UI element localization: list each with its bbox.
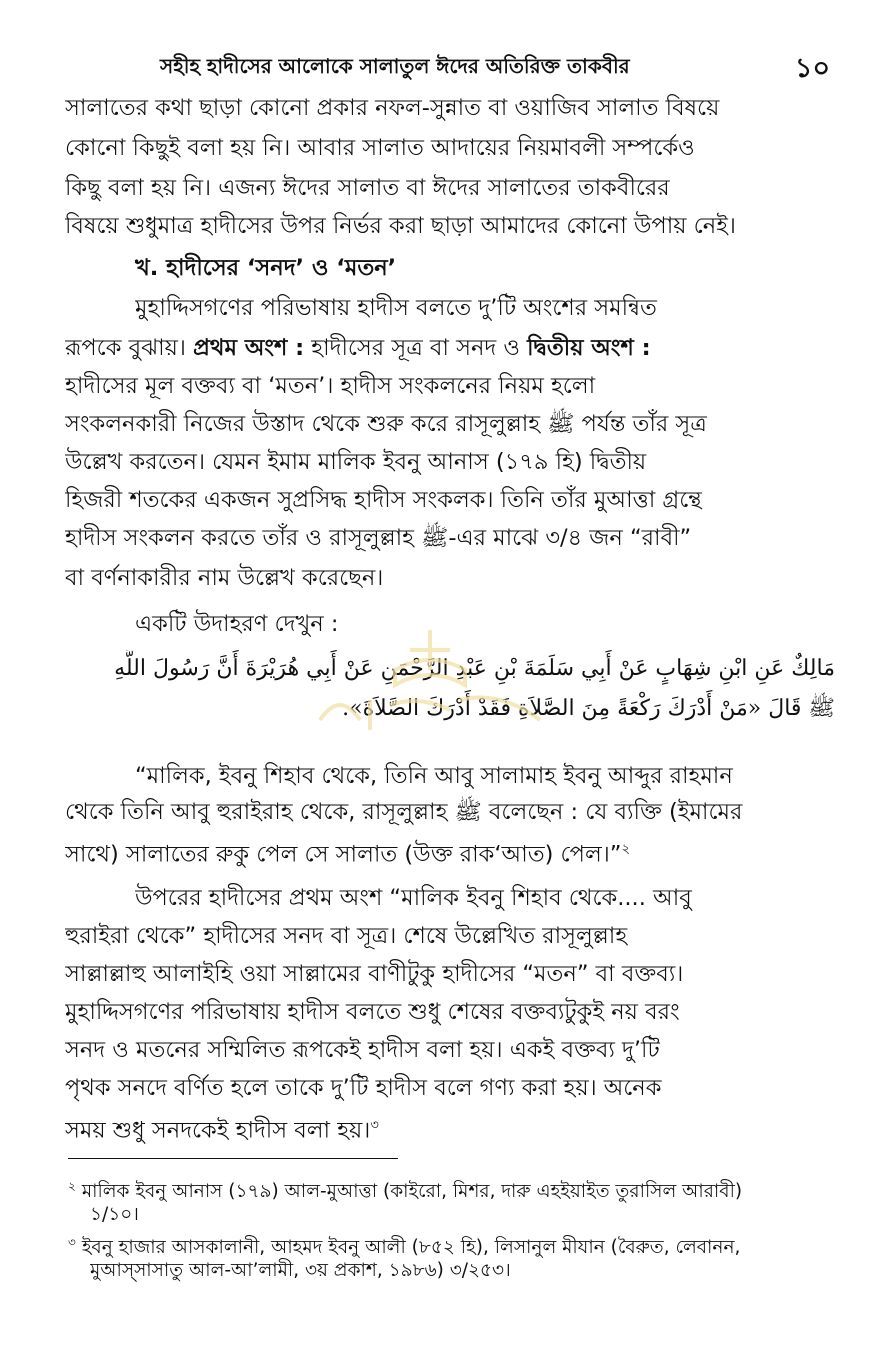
page-number: ১০ bbox=[794, 53, 830, 84]
text-line: হাদীসের মূল বক্তব্য বা ‘মতন’। হাদীস সংকলনের নিয়ম হলো bbox=[65, 373, 596, 399]
text-line: “মালিক, ইবনু শিহাব থেকে, তিনি আবু সালামাহ ইবনু আব্দুর রাহমান bbox=[135, 763, 733, 789]
text-line bbox=[65, 830, 835, 875]
section-heading: খ. হাদীসের ‘সনদ’ ও ‘মতন’ bbox=[135, 255, 397, 281]
footnote-continuation: মুআস্‌সাসাতু আল-আ’লামী, ৩য় প্রকাশ, ১৯৮৬) ৩/২৫৩। bbox=[90, 1260, 511, 1281]
running-title: সহীহ হাদীসের আলোকে সালাতুল ঈদের অতিরিক্ত তাকবীর bbox=[160, 54, 630, 78]
text-span: রূপকে বুঝায়। bbox=[65, 335, 194, 361]
text-line: কিছু বলা হয় নি। এজন্য ঈদের সালাত বা ঈদের সালাতের তাকবীরের bbox=[65, 175, 670, 201]
text-line: হুরাইরা থেকে” হাদীসের সনদ বা সূত্র। শেষে উল্লেখিত রাসূলুল্লাহ bbox=[65, 923, 628, 949]
arabic-line: مَالِكٌ عَنِ ابْنِ شِهَابٍ عَنْ أَبِي سَلَمَةَ بْنِ عَبْدِ الرَّحْمَنِ عَنْ أَبِي هُرَيْرَةَ أَنَّ رَسُولَ اللَّهِ bbox=[114, 656, 835, 681]
footnote-continuation: ১/১০। bbox=[90, 1204, 139, 1225]
text-line: হাদীস সংকলন করতে তাঁর ও রাসূলুল্লাহ ﷺ-এর মাঝে ৩/৪ জন “রাবী” bbox=[65, 525, 692, 551]
text-line: উল্লেখ করতেন। যেমন ইমাম মালিক ইবনু আনাস (১৭৯ হি) দ্বিতীয় bbox=[65, 449, 647, 475]
text-span: সময় শুধু সনদকেই হাদীস বলা হয়। bbox=[65, 1117, 371, 1144]
footnote-ref[interactable]: ৩ bbox=[370, 1118, 379, 1133]
text-line bbox=[65, 1106, 835, 1151]
text-line: সাল্লাল্লাহু আলাইহি ওয়া সাল্লামের বাণীটুকু হাদীসের “মতন” বা বক্তব্য। bbox=[65, 961, 684, 987]
footnote-divider bbox=[68, 1158, 398, 1159]
footnote-text: মালিক ইবনু আনাস (১৭৯) আল-মুআত্তা (কাইরো, মিশর, দারু এহইয়াইত তুরাসিল আরাবী) bbox=[81, 1181, 743, 1203]
text-line: সালাতের কথা ছাড়া কোনো প্রকার নফল-সুন্নাত বা ওয়াজিব সালাত বিষয়ে bbox=[65, 95, 720, 121]
footnote-text: ইবনু হাজার আসকালানী, আহমদ ইবনু আলী (৮৫২ হি), লিসানুল মীযান (বৈরুত, লেবানন, bbox=[81, 1237, 741, 1259]
page-header bbox=[60, 48, 830, 88]
text-line: কোনো কিছুই বলা হয় নি। আবার সালাত আদায়ের নিয়মাবলী সম্পর্কেও bbox=[65, 135, 695, 161]
footnote-ref[interactable]: ২ bbox=[621, 842, 630, 857]
footnote-mark: ২ bbox=[68, 1179, 76, 1193]
footnote-mark: ৩ bbox=[68, 1235, 76, 1249]
text-span: হাদীসের সূত্র বা সনদ ও bbox=[304, 335, 528, 361]
text-line: হিজরী শতকের একজন সুপ্রসিদ্ধ হাদীস সংকলক। তিনি তাঁর মুআত্তা গ্রন্থে bbox=[65, 487, 702, 513]
text-line: মুহাদ্দিসগণের পরিভাষায় হাদীস বলতে দু’টি অংশের সমন্বিত bbox=[135, 295, 657, 321]
text-line: বিষয়ে শুধুমাত্র হাদীসের উপর নির্ভর করা ছাড়া আমাদের কোনো উপায় নেই। bbox=[65, 213, 736, 239]
arabic-line: ﷺ قَالَ «مَنْ أَدْرَكَ رَكْعَةً مِنَ الصَّلاَةِ فَقَدْ أَدْرَكَ الصَّلاَةَ». bbox=[342, 696, 835, 721]
text-line: সনদ ও মতনের সম্মিলিত রূপকেই হাদীস বলা হয়। একই বক্তব্য দু’টি bbox=[65, 1037, 660, 1063]
example-label: একটি উদাহরণ দেখুন : bbox=[135, 611, 339, 637]
text-line: বা বর্ণনাকারীর নাম উল্লেখ করেছেন। bbox=[65, 565, 384, 591]
bold-term: প্রথম অংশ : bbox=[193, 335, 305, 361]
text-line: উপরের হাদীসের প্রথম অংশ “মালিক ইবনু শিহাব থেকে.... আবু bbox=[135, 885, 692, 911]
text-line bbox=[65, 328, 835, 368]
text-line: সংকলনকারী নিজের উস্তাদ থেকে শুরু করে রাসূলুল্লাহ ﷺ পর্যন্ত তাঁর সূত্র bbox=[65, 411, 707, 437]
text-line: মুহাদ্দিসগণের পরিভাষায় হাদীস বলতে শুধু শেষের বক্তব্যটুকুই নয় বরং bbox=[65, 999, 680, 1025]
text-line: পৃথক সনদে বর্ণিত হলে তাকে দু’টি হাদীস বলে গণ্য করা হয়। অনেক bbox=[65, 1075, 662, 1101]
bold-term: দ্বিতীয় অংশ : bbox=[527, 335, 651, 361]
text-span: সাথে) সালাতের রুকু পেল সে সালাত (উক্ত রাক‘আত) পেল।” bbox=[65, 841, 622, 868]
text-line: থেকে তিনি আবু হুরাইরাহ থেকে, রাসূলুল্লাহ ﷺ বলেছেন : যে ব্যক্তি (ইমামের bbox=[65, 799, 743, 825]
